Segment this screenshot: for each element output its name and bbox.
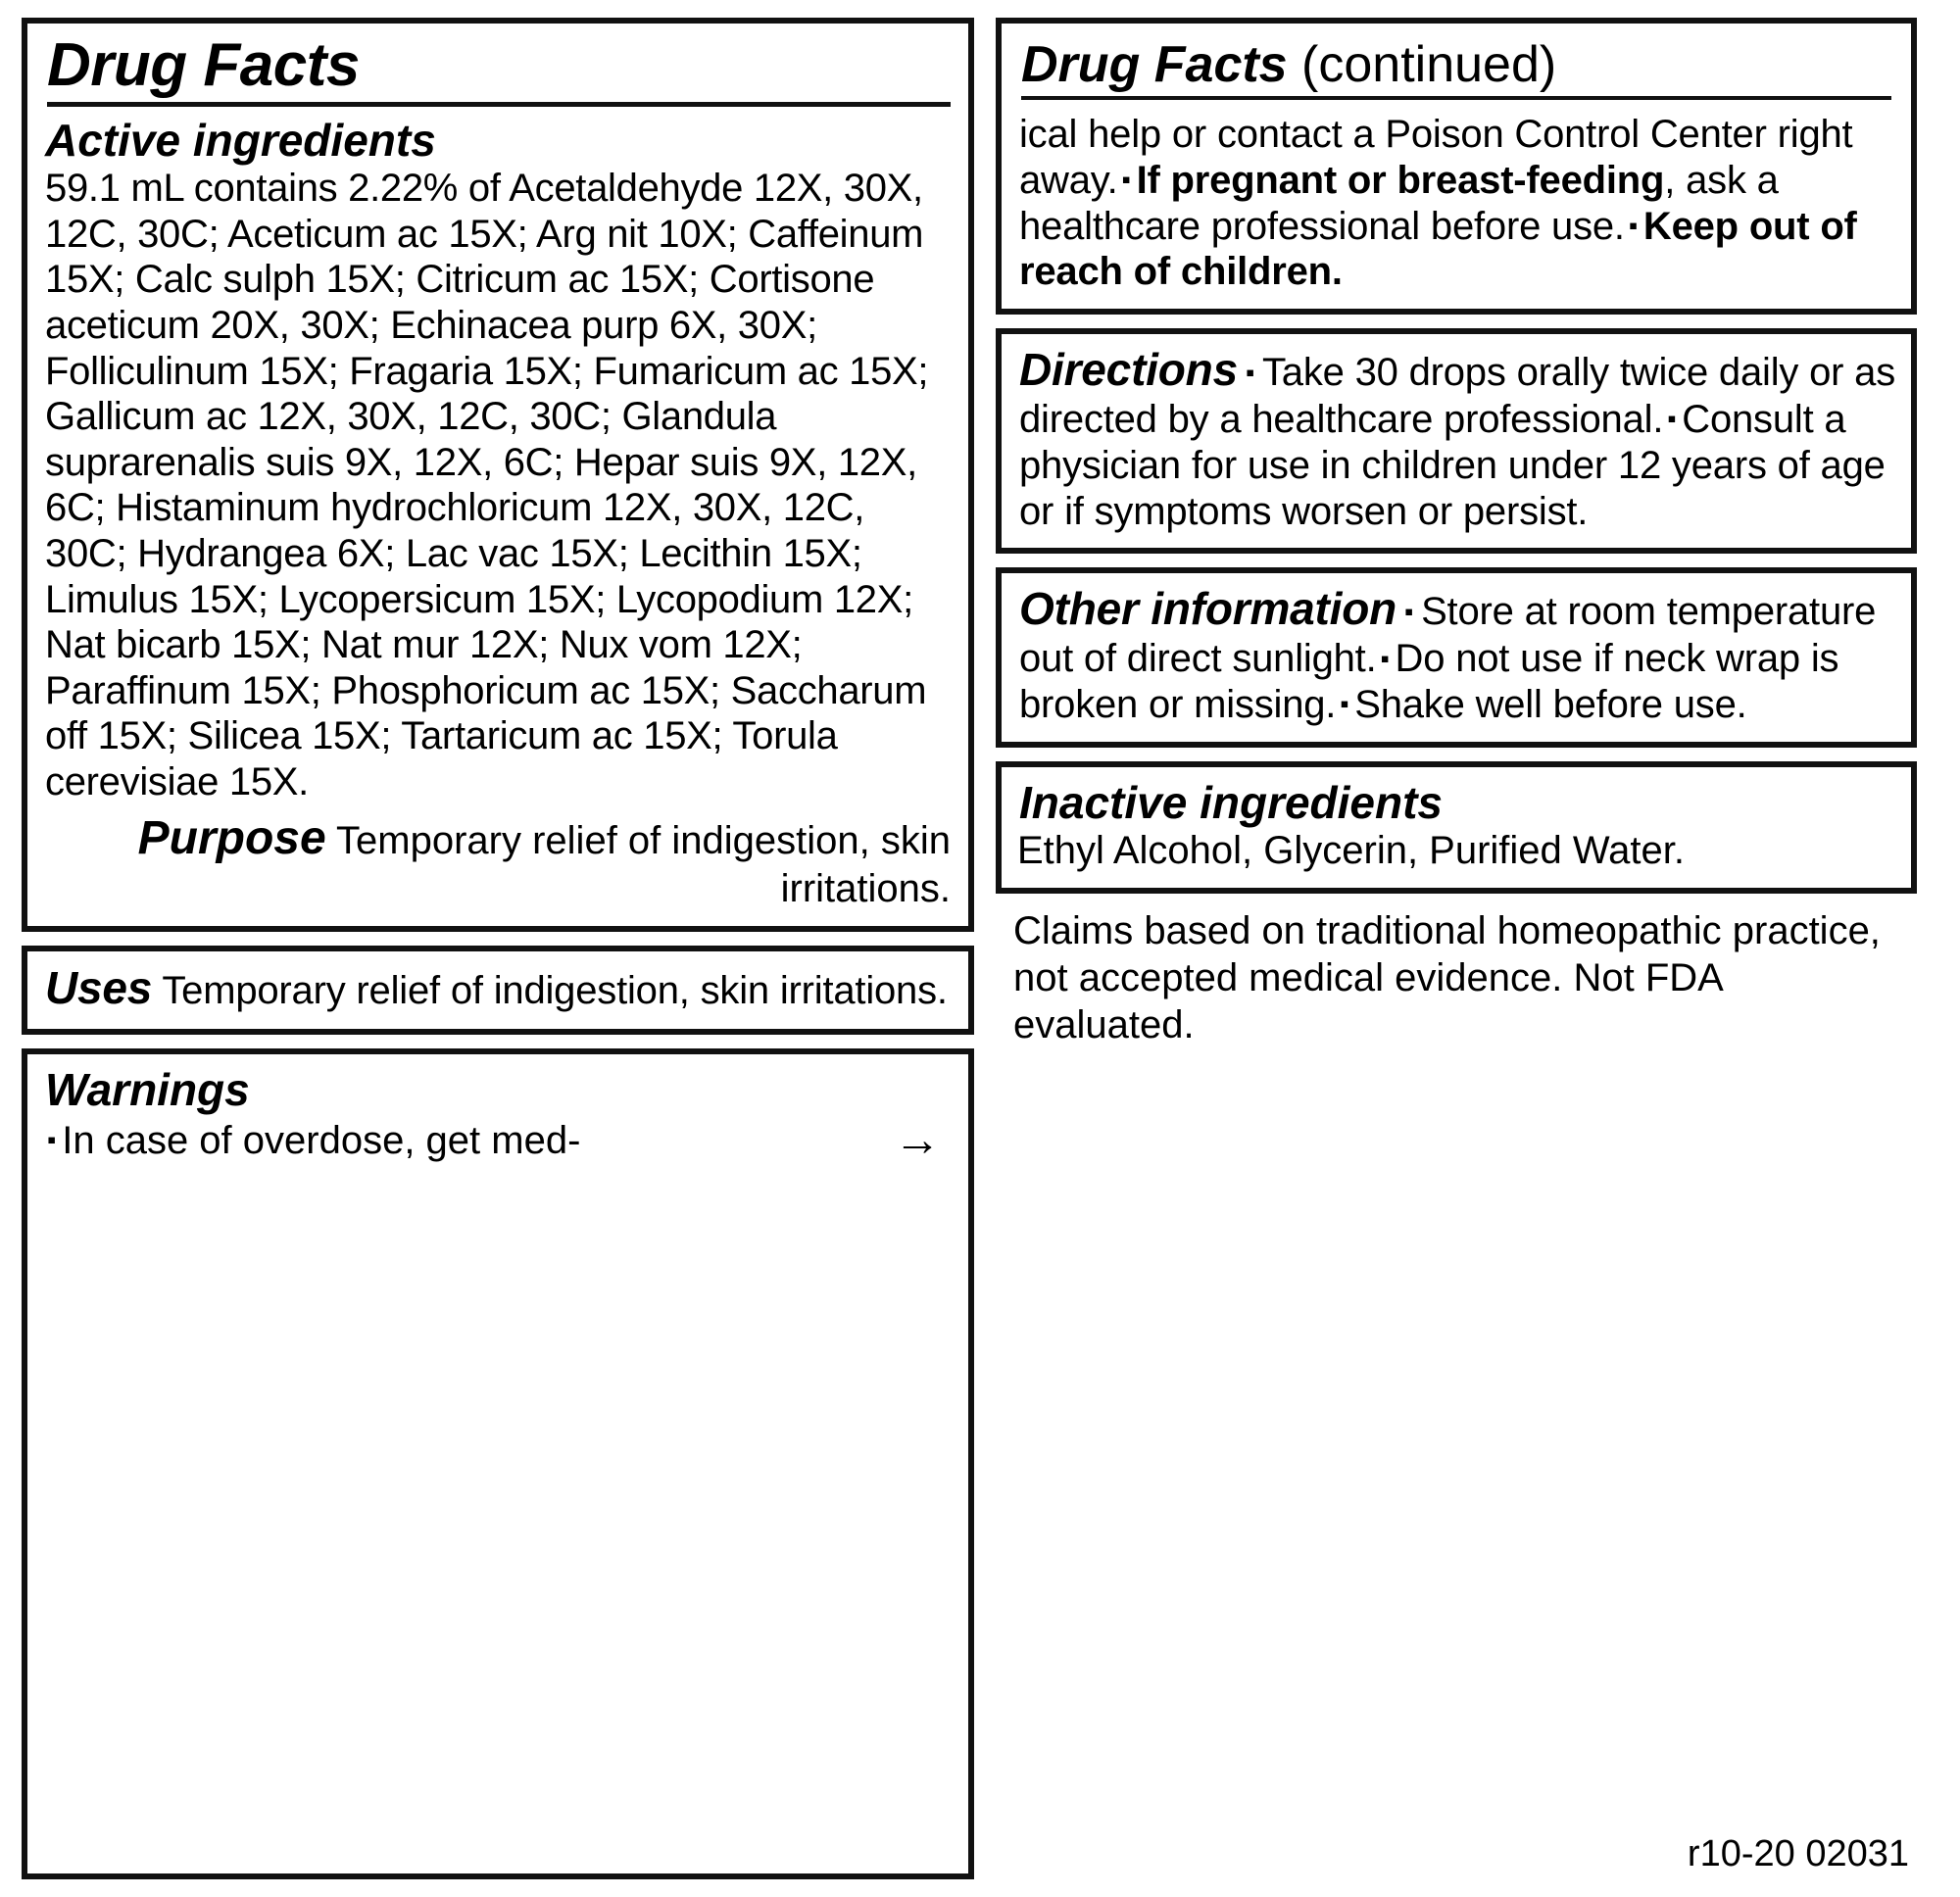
- warnings-continued-box: [996, 18, 1917, 315]
- inactive-ingredients-box: [996, 761, 1917, 894]
- warnings-continued-lead: ical help or contact a Poison Control Center right away.: [1019, 113, 1853, 202]
- warn-keep-out-bold: Keep out of reach of children.: [1019, 204, 1857, 294]
- warnings-first-text: In case of overdose, get med-: [62, 1118, 581, 1162]
- inactive-ingredients-text: Ethyl Alcohol, Glycerin, Purified Water.: [1017, 829, 1686, 873]
- title-divider: [47, 102, 951, 107]
- directions-item-2: Consult a physician for use in children under 12 years of age or if symptoms worsen or persist.: [1019, 398, 1886, 533]
- continue-arrow-icon: →: [894, 1113, 941, 1166]
- purpose-row: [43, 811, 951, 913]
- other-information-content: [1019, 583, 1897, 727]
- warnings-box: [22, 1048, 974, 1879]
- other-information-box: [996, 567, 1917, 747]
- other-info-item-1: Store at room temperature out of direct sunlight.: [1019, 590, 1877, 681]
- claims-block: [996, 894, 1917, 1062]
- uses-text: Temporary relief of indigestion, skin irritations.: [162, 969, 948, 1013]
- other-info-item-3: Shake well before use.: [1354, 683, 1747, 726]
- uses-box: [22, 946, 974, 1034]
- purpose-text: Temporary relief of indigestion, skin irritations.: [336, 818, 951, 911]
- warnings-first-text-wrap: [43, 1117, 580, 1164]
- square-bullet-icon: ▪: [1628, 210, 1638, 240]
- warnings-label: Warnings: [45, 1063, 250, 1115]
- title-divider-right: [1021, 96, 1891, 100]
- warn-pregnant-bold: If pregnant or breast-feeding: [1136, 158, 1665, 202]
- page-title-continued-main: Drug Facts: [1021, 36, 1288, 93]
- warnings-continued-text: [1019, 112, 1897, 295]
- active-ingredients-heading: Active ingredients: [45, 115, 436, 166]
- uses-row: [45, 961, 955, 1014]
- square-bullet-icon: ▪: [1404, 596, 1414, 626]
- directions-item-1: Take 30 drops orally twice daily or as directed by a healthcare professional.: [1019, 351, 1896, 441]
- page-title-continued: [1021, 36, 1897, 93]
- left-column: [22, 18, 974, 1879]
- page-title: Drug Facts: [47, 31, 360, 99]
- other-info-item-2: Do not use if neck wrap is broken or missing.: [1019, 637, 1839, 726]
- claims-text: Claims based on traditional homeopathic practice, not accepted medical evidence. Not FDA evaluated.: [1013, 909, 1881, 1047]
- inactive-ingredients-label: Inactive ingredients: [1019, 776, 1444, 828]
- purpose-label: Purpose: [137, 811, 326, 864]
- page-title-continued-suffix: (continued): [1287, 36, 1557, 93]
- uses-label: Uses: [45, 962, 153, 1014]
- other-information-label: Other information: [1019, 583, 1397, 635]
- square-bullet-icon: ▪: [1245, 357, 1254, 387]
- warn-pregnant-rest: , ask a healthcare professional before use.: [1019, 158, 1779, 248]
- square-bullet-icon: ▪: [1121, 165, 1131, 195]
- lot-code: r10-20 02031: [1687, 1833, 1909, 1874]
- right-column: [996, 18, 1917, 1879]
- directions-content: [1019, 344, 1897, 534]
- active-ingredients-text: 59.1 mL contains 2.22% of Acetaldehyde 12X, 30X, 12C, 30C; Aceticum ac 15X; Arg nit 10X; Caffeinum 15X; Calc sulph 15X; Citricum ac 15X; Cortisone aceticum 20X, 30X; Echinacea purp 6X, 30X; Folliculinum 15X; Fragaria 15X; Fumaricum ac 15X; Gallicum ac 12X, 30X, 12C, 30C; Glandula suprarenalis suis 9X, 12X, 6C; Hepar suis 9X, 12X, 6C; Histaminum hydrochloricum 12X, 30X, 12C, 30C; Hydrangea 6X; Lac vac 15X; Lecithin 15X; Limulus 15X; Lycopersicum 15X; Lycopodium 12X; Nat bicarb 15X; Nat mur 12X; Nux vom 12X; Paraffinum 15X; Phosphoricum ac 15X; Saccharum off 15X; Silicea 15X; Tartaricum ac 15X; Torula cerevisiae 15X.: [45, 167, 929, 804]
- square-bullet-icon: ▪: [1667, 404, 1677, 434]
- square-bullet-icon: ▪: [1340, 689, 1349, 719]
- warnings-first-item: [43, 1113, 955, 1166]
- directions-label: Directions: [1019, 344, 1238, 396]
- square-bullet-icon: ▪: [47, 1125, 57, 1155]
- directions-box: [996, 328, 1917, 554]
- right-column-spacer: [996, 1062, 1917, 1833]
- active-ingredients-box: [22, 18, 974, 932]
- square-bullet-icon: ▪: [1380, 643, 1390, 673]
